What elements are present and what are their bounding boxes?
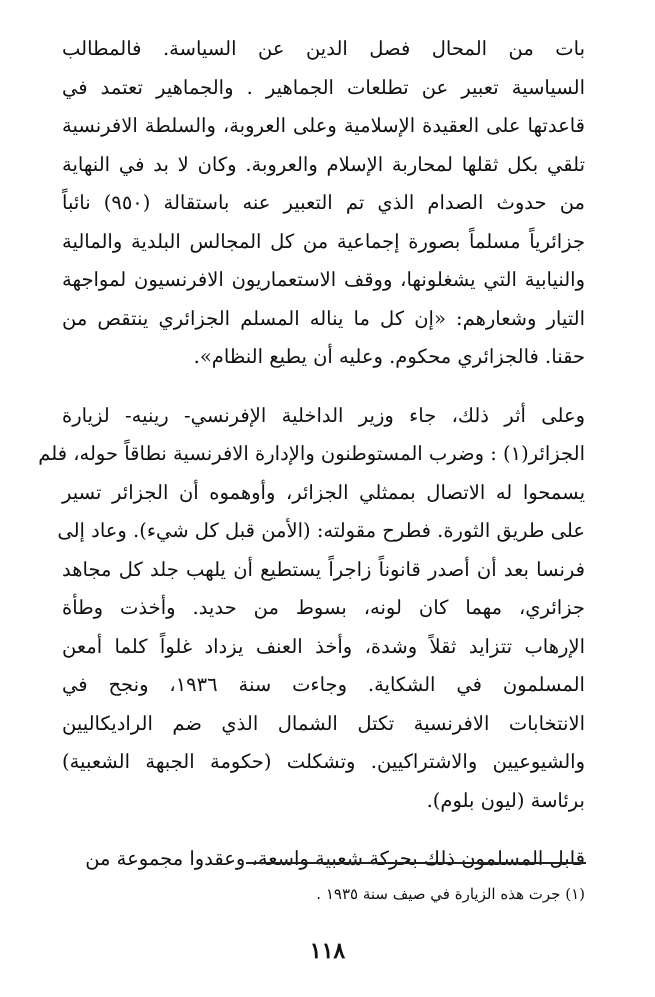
paragraph (38, 397, 585, 821)
paragraph-gap (62, 377, 585, 397)
text-line: حقنا. فالجزائري محكوم. وعليه أن يطيع النظام». (193, 345, 585, 368)
text-line: الجزائر(١) : وضرب المستوطنون والإدارة الافرنسية نطاقاً حوله، فلم (38, 442, 585, 465)
text-line: وعلى أثر ذلك، جاء وزير الداخلية الإفرنسي- رينيه- لزيارة (62, 403, 585, 427)
paragraph-gap (62, 820, 585, 840)
text-line: على طريق الثورة. فطرح مقولته: (الأمن قبل كل شيء). وعاد إلى (57, 519, 585, 542)
footnote-separator (246, 862, 586, 864)
text-line: التيار وشعارهم: «إن كل ما يناله المسلم الجزائري ينتقص من (62, 306, 585, 330)
text-line: بات من المحال فصل الدين عن السياسة. فالمطالب (62, 37, 585, 60)
text-line: جزائرياً مسلماً بصورة إجماعية من كل المجالس البلدية والمالية (62, 229, 585, 253)
text-line: جزائري، مهما كان لونه، بسوط من حديد. وأخذت وطأة (62, 596, 585, 619)
text-line: يسمحوا له الاتصال بممثلي الجزائر، وأوهموه أن الجزائر تسير (62, 480, 585, 504)
text-line: من حدوث الصدام الذي تم التعبير عنه باستقالة (٩٥٠) نائباً (62, 191, 585, 214)
text-line: والشيوعيين والاشتراكيين. وتشكلت (حكومة الجبهة الشعبية) (62, 750, 585, 773)
text-line: فرنسا بعد أن أصدر قانوناً زاجراً يستطيع أن يلهب جلد كل مجاهد (62, 557, 585, 581)
text-line: والنيابية التي يشغلونها، ووقف الاستعماريون الافرنسيون لمواجهة (62, 268, 585, 291)
paragraph (62, 840, 585, 879)
paragraph (62, 30, 585, 377)
text-line: السياسية تعبير عن تطلعات الجماهير . والجماهير تعتمد في (62, 75, 585, 99)
text-line: الإرهاب تتزايد ثقلاً وشدة، وأخذ العنف يزداد غلواً كلما أمعن (62, 634, 585, 658)
footnote: (١) جرت هذه الزيارة في صيف سنة ١٩٣٥ . (316, 885, 585, 903)
body-text (38, 30, 585, 879)
text-line: قاعدتها على العقيدة الإسلامية وعلى العروبة، والسلطة الافرنسية (62, 114, 585, 137)
text-line: تلقي بكل ثقلها لمحاربة الإسلام والعروبة. وكان لا بد في النهاية (62, 152, 585, 176)
page-number: ١١٨ (309, 938, 346, 964)
text-line: برئاسة (ليون بلوم). (426, 788, 585, 812)
text-line: الانتخابات الافرنسية تكتل الشمال الذي ضم الراديكاليين (62, 711, 585, 735)
text-line: قابل المسلمون ذلك بحركة شعبية واسعة، وعقدوا مجموعة من (85, 847, 585, 870)
text-line: المسلمون في الشكاية. وجاءت سنة ١٩٣٦، ونجح في (62, 673, 585, 696)
